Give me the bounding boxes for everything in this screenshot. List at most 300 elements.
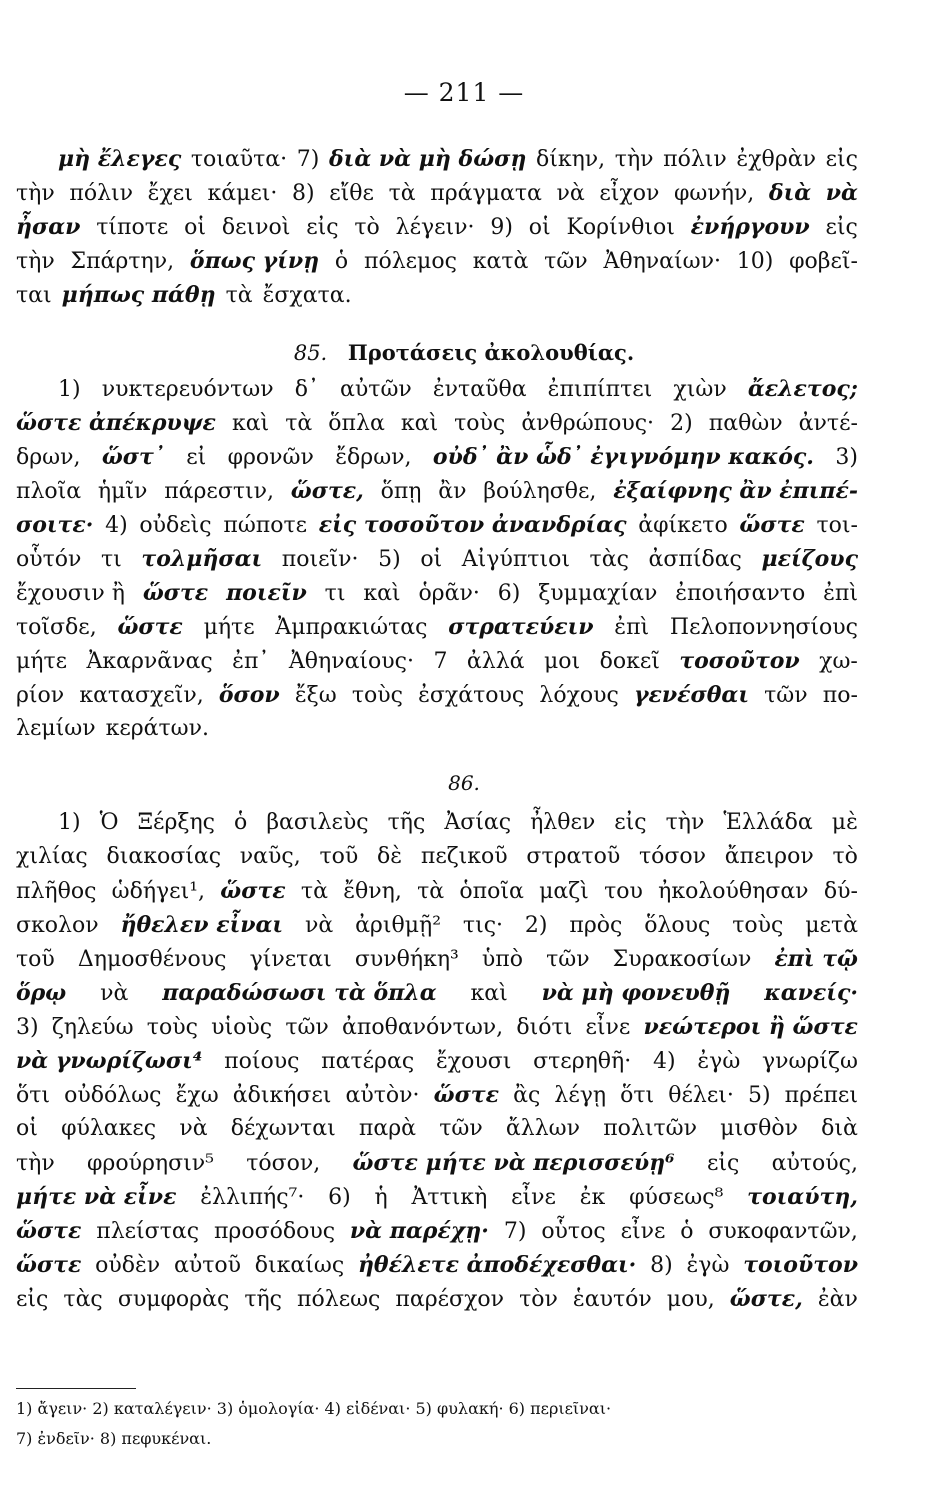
text-line (16, 176, 858, 210)
word: ἀποθανόντων, (342, 1015, 504, 1040)
text-line (16, 1146, 858, 1180)
emphasized-word: ὥστε (433, 1082, 499, 1108)
word: Ἀθηναίους· (288, 649, 414, 674)
text-line (16, 610, 858, 644)
emphasized-word: διὰ (768, 180, 812, 206)
emphasized-word: μὴ ἔλεγες (58, 146, 182, 172)
word: ἔσχατα. (262, 283, 352, 308)
word: δύ- (823, 879, 858, 904)
word: Πελοποννησίους (669, 615, 858, 640)
word: χω- (819, 649, 858, 674)
text-line (16, 1112, 858, 1146)
word: ἔδρων, (335, 445, 412, 470)
word: 5) (378, 547, 401, 572)
word: πράγματα (430, 181, 542, 206)
footnotes (16, 1394, 858, 1454)
footnote-rule (16, 1388, 136, 1389)
text-line (16, 1078, 858, 1112)
section-heading-85 (0, 338, 928, 368)
emphasized-word: κανείς· (764, 980, 858, 1006)
emphasized-word: ὥστε (220, 878, 286, 904)
word: ἄπειρον (724, 844, 814, 869)
word: στερηθῆ· (533, 1049, 632, 1074)
emphasized-word: οὐδ᾿ ἂν ὧδ᾿ ἐγιγνόμην κακός. (432, 444, 814, 470)
emphasized-word: ἤθελεν εἶναι (120, 912, 284, 938)
emphasized-word: διὰ νὰ μὴ δώσῃ (329, 146, 527, 172)
word: πώποτε (223, 513, 308, 538)
word: διακοσίας (106, 844, 222, 869)
word: εἰς (16, 1287, 49, 1312)
word: τὸ (832, 844, 858, 869)
word: τὰ (417, 879, 445, 904)
text-line (16, 1010, 858, 1044)
word: κάμει· (207, 181, 278, 206)
word: νὰ (100, 981, 129, 1006)
word: δοκεῖ (599, 649, 660, 674)
word: μαζὶ (539, 879, 589, 904)
word: ἀριθμῇ² (355, 913, 442, 938)
word: εἰς (614, 810, 647, 835)
word: φύσεως⁸ (629, 1185, 724, 1210)
word: δίκην, (535, 147, 606, 172)
emphasized-word: ὥστε ἀπέκρυψε (16, 410, 216, 436)
word: ἑαυτόν (572, 1287, 652, 1312)
emphasized-word: νὰ παρέχῃ· (349, 1218, 489, 1244)
emphasized-word: γενέσθαι (633, 682, 749, 708)
word: εἴθε (329, 181, 374, 206)
emphasized-word: ἦσαν (16, 214, 81, 240)
word: Ἀκαρνᾶνας (86, 649, 213, 674)
word: μου, (666, 1287, 715, 1312)
word: αὐτῶν (340, 377, 412, 402)
word: εἶνε (511, 1185, 556, 1210)
word: τὴν (614, 147, 654, 172)
word: δρων, (16, 445, 81, 470)
word: ἐγὼ (686, 1253, 730, 1278)
word: πλοῖα (16, 479, 82, 504)
word: ὑπὸ (481, 947, 523, 972)
word: ἐκ (579, 1185, 606, 1210)
word: Κορίνθιοι (566, 215, 675, 240)
word: κατασχεῖν, (79, 683, 204, 708)
text-line (16, 1282, 858, 1316)
paragraph-85 (16, 372, 858, 746)
text-line (16, 1248, 858, 1282)
emphasized-word: ὥστε, (729, 1286, 803, 1312)
word: ὁποῖα (459, 879, 524, 904)
word: τὰς (589, 547, 629, 572)
word: τοῦ (16, 947, 55, 972)
word: ἀντέ- (798, 411, 858, 436)
word: γίνεται (249, 947, 332, 972)
emphasized-word: εἰς τοσοῦτον ἀνανδρίας (318, 512, 627, 538)
emphasized-word: στρατεύειν (448, 614, 594, 640)
word: ὅτι (620, 1083, 655, 1108)
word: ἐποιήσαντο (675, 581, 806, 606)
emphasized-word: ὥστε μήτε νὰ περισσεύῃ⁶ (352, 1150, 675, 1176)
word: καὶ (231, 411, 270, 436)
word: δέχωνται (230, 1116, 336, 1141)
word: ἐνταῦθα (432, 377, 527, 402)
word: τὰ (300, 879, 328, 904)
word: ἐπ᾿ (232, 649, 270, 674)
word: καὶ (363, 581, 401, 606)
word: λέγειν· (395, 215, 475, 240)
word: τοιαῦτα· (190, 147, 288, 172)
word: λέγῃ (554, 1083, 607, 1108)
word: διότι (516, 1015, 573, 1040)
word: κεράτων. (105, 716, 209, 741)
word: τὰ (388, 181, 416, 206)
word: τὴν (16, 249, 55, 274)
text-line (16, 976, 858, 1010)
word: πατέρας (321, 1049, 415, 1074)
word: τόσον, (246, 1151, 321, 1176)
word: του (604, 879, 643, 904)
word: τι (101, 547, 122, 572)
word: μήτε (203, 615, 255, 640)
page-number: — 211 — (403, 78, 525, 107)
word: ἔχουσι (435, 1049, 512, 1074)
section-heading-86: 86. (448, 771, 480, 795)
word: 6) (497, 581, 521, 606)
section-title: Προτάσεις ἀκολουθίας. (347, 340, 635, 365)
word: πο- (822, 683, 858, 708)
word: Σπάρτην, (70, 249, 175, 274)
text-line (16, 1180, 858, 1214)
word: στρατοῦ (526, 844, 621, 869)
word: οἱ (16, 1116, 38, 1141)
word: τοι- (816, 513, 858, 538)
word: τὴν (665, 810, 705, 835)
text-line (16, 908, 858, 942)
emphasized-word: τολμῆσαι (141, 546, 263, 572)
text-line (16, 474, 858, 508)
emphasized-word: ποιεῖν (226, 580, 307, 606)
word: ἔχουσιν ἢ (16, 581, 125, 606)
word: οὐδόλως (64, 1083, 162, 1108)
text-line (16, 806, 858, 840)
word: ἐπὶ (823, 581, 858, 606)
emphasized-word: ὥστε (16, 1252, 82, 1278)
word: δικαίως (254, 1253, 345, 1278)
footnote-line: 1) ἄγειν· 2) καταλέγειν· 3) ὁμολογία· 4) εἰδέναι· 5) φυλακή· 6) περιεῖναι· (16, 1399, 612, 1418)
word: 4) (105, 513, 128, 538)
word: ὡδήγει¹, (111, 879, 206, 904)
word: Ξέρξης (137, 810, 215, 835)
emphasized-word: ὅπως γίνῃ (189, 248, 320, 274)
emphasized-word: νεώτεροι ἢ ὥστε (643, 1014, 858, 1040)
word: 3) (835, 445, 858, 470)
text-line (16, 440, 858, 474)
word: πάρεστιν, (164, 479, 275, 504)
paragraph-86 (16, 806, 858, 1316)
word: πόλιν (69, 181, 134, 206)
emphasized-word: ἐπὶ τῷ (774, 946, 858, 972)
word: 5) (747, 1083, 771, 1108)
footnote-line: 7) ἐνδεῖν· 8) πεφυκέναι. (16, 1429, 212, 1448)
word: οἱ (528, 215, 551, 240)
word: πόλεμος (363, 249, 457, 274)
emphasized-word: ὥστ᾿ (101, 444, 165, 470)
text-line (16, 542, 858, 576)
word: λόχους (539, 683, 619, 708)
word: Αἰγύπτιοι (461, 547, 570, 572)
word: τοὺς (351, 683, 403, 708)
word: συνθήκη³ (354, 947, 459, 972)
word: εἰ (186, 445, 207, 470)
word: ρίον (16, 683, 65, 708)
text-line (16, 942, 858, 976)
word: τοὺς (146, 1015, 198, 1040)
word: δὲ (377, 844, 403, 869)
text-line (16, 372, 858, 406)
word: Ὁ (99, 810, 119, 835)
emphasized-word: σοιτε· (16, 512, 94, 538)
word: κατὰ (472, 249, 529, 274)
word: παθὼν (708, 411, 783, 436)
word: ἠκολούθησαν (658, 879, 809, 904)
word: ἄλλων (505, 1116, 580, 1141)
emphasized-word: ἐξαίφνης ἂν ἐπιπέ- (613, 478, 858, 504)
word: 2) (524, 913, 548, 938)
word: ἐγὼ (697, 1049, 741, 1074)
word: δεινοὶ (221, 215, 291, 240)
word: νὰ (304, 913, 334, 938)
word: ποίους (224, 1049, 300, 1074)
word: ἀφίκετο (638, 513, 728, 538)
word: ἀλλά (466, 649, 525, 674)
word: ὅτι (16, 1083, 51, 1108)
word: τῶν (764, 683, 808, 708)
word: 2) (670, 411, 693, 436)
word: τὴν (16, 1151, 55, 1176)
emphasized-word: τοσοῦτον (679, 648, 800, 674)
word: πόλιν (663, 147, 727, 172)
paragraph-intro (16, 142, 858, 312)
word: τοῖσδε, (16, 615, 97, 640)
emphasized-word: νὰ γνωρίζωσι⁴ (16, 1048, 203, 1074)
word: οἱ (184, 215, 207, 240)
word: ὅπῃ (380, 479, 422, 504)
word: αὐτοῦ (173, 1253, 241, 1278)
word: ἡ (374, 1185, 388, 1210)
emphasized-word: ὅσον (218, 682, 280, 708)
word: εἶνε (585, 1015, 631, 1040)
word: 8) (650, 1253, 673, 1278)
word: 10) (736, 249, 774, 274)
word: ὁρᾶν· (418, 581, 480, 606)
emphasized-word: ὥστε (142, 580, 209, 606)
word: νυκτερευόντων (101, 377, 274, 402)
word: φρονῶν (227, 445, 314, 470)
word: ἀσπίδας (648, 547, 742, 572)
emphasized-word: νὰ (825, 180, 858, 206)
text-line (16, 1214, 858, 1248)
word: φύλακες (61, 1116, 157, 1141)
word: εἶχον (599, 181, 660, 206)
word: ἔχει (147, 181, 193, 206)
emphasized-word: νὰ μὴ φονευθῇ (541, 980, 731, 1006)
text-line (16, 644, 858, 678)
word: 1) (58, 377, 81, 402)
word: Ἀθηναίων· (603, 249, 721, 274)
word: μήτε (16, 649, 68, 674)
word: πρὸς (569, 913, 623, 938)
text-line (16, 278, 858, 312)
text-line (16, 406, 858, 440)
word: παρὰ (358, 1116, 417, 1141)
emphasized-word: ὥστε, (290, 478, 364, 504)
word: ποιεῖν· (281, 547, 359, 572)
word: ἀδικήσει (232, 1083, 332, 1108)
word: δ᾿ (294, 377, 319, 402)
emphasized-word: ὥστε (16, 1218, 82, 1244)
word: βούλησθε, (483, 479, 597, 504)
word: Ἑλλάδα (723, 810, 813, 835)
text-line (16, 142, 858, 176)
emphasized-word: ὥστε (117, 614, 183, 640)
word: πόλεως (297, 1287, 381, 1312)
word: τοὺς (454, 411, 506, 436)
word: συμφορὰς (117, 1287, 230, 1312)
word: προσόδους (213, 1219, 336, 1244)
word: υἱοὺς (211, 1015, 273, 1040)
word: σκολον (16, 913, 99, 938)
word: οὐδὲν (95, 1253, 161, 1278)
word: ξυμμαχίαν (538, 581, 658, 606)
text-line (16, 840, 858, 874)
word: ἐχθρὰν (736, 147, 816, 172)
emphasized-word: τοιαύτη, (747, 1184, 858, 1210)
word: οὐδεὶς (139, 513, 212, 538)
word: μὲ (831, 810, 858, 835)
emphasized-word: παραδώσωσι τὰ ὅπλα (162, 980, 437, 1006)
word: εἰς (306, 215, 339, 240)
word: τόσον (638, 844, 707, 869)
word: ζηλεύω (51, 1015, 134, 1040)
word: θέλει· (668, 1083, 734, 1108)
word: ἔθνη, (343, 879, 402, 904)
word: πλῆθος (16, 879, 97, 904)
word: συκοφαντῶν, (708, 1219, 858, 1244)
word: τὰ (285, 411, 313, 436)
word: 7) (296, 147, 320, 172)
word: διὰ (821, 1116, 858, 1141)
word: φοβεῖ- (789, 249, 858, 274)
word: αὐτὸν· (345, 1083, 420, 1108)
word: ἐλλιπής⁷· (200, 1185, 305, 1210)
word: πρέπει (784, 1083, 858, 1108)
word: παρέσχον (395, 1287, 505, 1312)
word: ἐὰν (817, 1287, 858, 1312)
word: πεζικοῦ (420, 844, 508, 869)
word: Συρακοσίων (612, 947, 752, 972)
word: βασιλεὺς (266, 810, 369, 835)
emphasized-word: μήτε νὰ εἶνε (16, 1184, 177, 1210)
text-line (16, 576, 858, 610)
emphasized-word: ἄελετος; (747, 376, 858, 402)
word: ἔξω (294, 683, 337, 708)
word: τίποτε (96, 215, 169, 240)
word: 1) (58, 810, 81, 835)
word: 8) (292, 181, 315, 206)
word: φρούρησιν⁵ (87, 1151, 214, 1176)
word: καὶ (470, 981, 508, 1006)
word: χιλίας (16, 844, 88, 869)
word: γνωρίζω (762, 1049, 858, 1074)
word: ἂν (438, 479, 467, 504)
section-number-85: 85. (293, 341, 328, 365)
word: Ἀμπρακιώτας (275, 615, 428, 640)
word: ἦλθεν (530, 810, 596, 835)
word: ἀνθρώπους· (521, 411, 655, 436)
word: λεμίων (16, 716, 96, 741)
word: οὗτόν (16, 547, 82, 572)
word: 9) (490, 215, 513, 240)
text-line (16, 712, 858, 746)
emphasized-word: μήπως πάθῃ (61, 282, 216, 308)
word: ὅλους (644, 913, 711, 938)
word: ὁ (234, 810, 248, 835)
word: 7) (503, 1219, 527, 1244)
word: τῶν (544, 249, 588, 274)
word: αὐτούς, (771, 1151, 858, 1176)
word: ἔχω (175, 1083, 219, 1108)
word: οὗτος (541, 1219, 606, 1244)
word: τοῦ (319, 844, 359, 869)
word: ναῦς, (239, 844, 301, 869)
word: εἶνε (620, 1219, 666, 1244)
word: ὅπλα (328, 411, 385, 436)
word: τὰ (225, 283, 253, 308)
emphasized-word: ὅρῳ (16, 980, 67, 1006)
word: τὸ (354, 215, 380, 240)
emphasized-word: ἐνήργουν (690, 214, 810, 240)
text-line (16, 210, 858, 244)
word: τῆς (387, 810, 426, 835)
word: μοι (543, 649, 581, 674)
word: τῶν (285, 1015, 329, 1040)
word: νὰ (556, 181, 585, 206)
word: μισθὸν (720, 1116, 798, 1141)
emphasized-word: μείζους (761, 546, 858, 572)
word: ἐπὶ (614, 615, 650, 640)
word: τι (324, 581, 346, 606)
word: τὰς (63, 1287, 103, 1312)
word: Ἀττικὴ (411, 1185, 488, 1210)
emphasized-word: τοιοῦτον (743, 1252, 858, 1278)
word: πολιτῶν (603, 1116, 697, 1141)
word: χιὼν (673, 377, 727, 402)
word: πλείστας (96, 1219, 200, 1244)
word: τις· (462, 913, 504, 938)
word: ἐσχάτους (418, 683, 525, 708)
text-line (16, 508, 858, 542)
word: τῆς (244, 1287, 282, 1312)
word: Δημοσθένους (77, 947, 227, 972)
word: ται (16, 283, 52, 308)
text-line (16, 244, 858, 278)
word: ἂς (513, 1083, 541, 1108)
word: τῶν (546, 947, 590, 972)
word: 7 (433, 649, 448, 674)
word: τὴν (16, 181, 55, 206)
word: 3) (16, 1015, 39, 1040)
word: 6) (328, 1185, 351, 1210)
text-line (16, 874, 858, 908)
text-line (16, 678, 858, 712)
